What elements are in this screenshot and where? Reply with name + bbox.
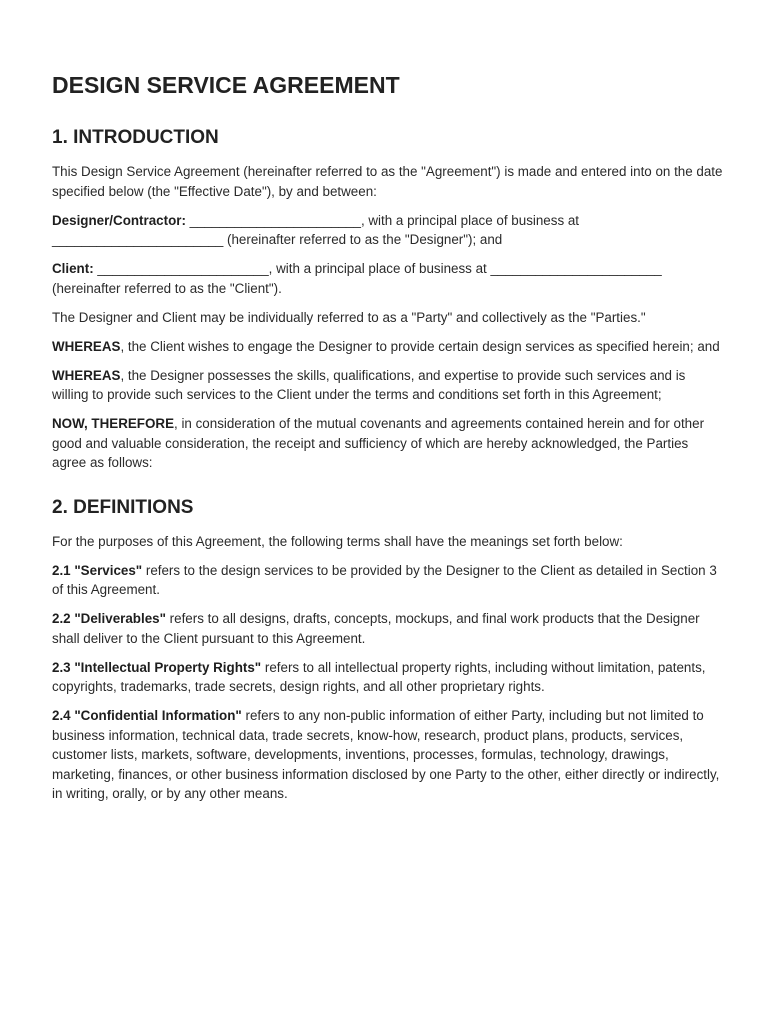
designer-text: _______________________, with a principal place of business at _______________________ (hereinafter referred to as the "Designer"); and <box>52 212 580 247</box>
client-paragraph <box>52 259 724 298</box>
document-title: DESIGN SERVICE AGREEMENT <box>52 72 400 98</box>
whereas-text-1: , the Client wishes to engage the Designer to provide certain design services as specified herein; and <box>120 338 720 354</box>
whereas-paragraph-2 <box>52 366 724 405</box>
definition-services-label: 2.1 "Services" <box>52 562 143 578</box>
client-text: _______________________, with a principal place of business at _______________________ (hereinafter referred to as the "Client"). <box>52 261 662 296</box>
definitions-intro-paragraph <box>52 532 724 552</box>
definition-deliverables-label: 2.2 "Deliverables" <box>52 611 166 626</box>
intro-paragraph-text: This Design Service Agreement (hereinafter referred to as the "Agreement") is made and entered into on the date specified below (the "Effective Date"), by and between: <box>52 164 723 199</box>
designer-paragraph <box>52 211 724 250</box>
definition-ip-rights-text: refers to all intellectual property rights, including without limitation, patents, copyrights, trademarks, trade secrets, design rights, and all other proprietary rights. <box>52 659 706 694</box>
definition-deliverables <box>52 609 724 648</box>
definition-ip-rights-label: 2.3 "Intellectual Property Rights" <box>52 659 262 675</box>
whereas-label-2: WHEREAS <box>52 367 121 383</box>
section-heading-introduction: 1. INTRODUCTION <box>52 127 219 148</box>
definition-confidential-information <box>52 706 724 804</box>
parties-text: The Designer and Client may be individually referred to as a "Party" and collectively as the "Parties." <box>52 309 646 325</box>
client-label: Client: <box>52 261 94 276</box>
definition-confidential-information-text: refers to any non-public information of either Party, including but not limited to business information, technical data, trade secrets, know-how, research, product plans, products, services, customer lists, markets, software, developments, inventions, processes, formulas, technology, drawings, marketing, finances, or other business information disclosed by one Party to the other, either directly or indirectly, in writing, orally, or by any other means. <box>52 708 720 801</box>
now-therefore-label: NOW, THEREFORE <box>52 416 175 431</box>
definition-ip-rights <box>52 658 724 697</box>
whereas-text-2: , the Designer possesses the skills, qualifications, and expertise to provide such services and is willing to provide such services to the Client under the terms and conditions set forth in this Agreement; <box>52 367 686 402</box>
designer-label: Designer/Contractor: <box>52 212 186 228</box>
definitions-intro-text: For the purposes of this Agreement, the following terms shall have the meanings set forth below: <box>52 533 623 549</box>
parties-paragraph <box>52 308 724 328</box>
definition-deliverables-text: refers to all designs, drafts, concepts, mockups, and final work products that the Designer shall deliver to the Client pursuant to this Agreement. <box>52 611 700 646</box>
now-therefore-text: , in consideration of the mutual covenants and agreements contained herein and for other good and valuable consideration, the receipt and sufficiency of which are hereby acknowledged, the Parties agree as follows: <box>52 416 705 470</box>
whereas-paragraph-1 <box>52 337 724 357</box>
definition-services <box>52 561 724 600</box>
intro-paragraph <box>52 162 724 201</box>
section-heading-definitions: 2. DEFINITIONS <box>52 496 194 518</box>
whereas-label-1: WHEREAS <box>52 338 121 354</box>
document-page <box>52 66 724 804</box>
definition-services-text: refers to the design services to be provided by the Designer to the Client as detailed in Section 3 of this Agreement. <box>52 562 717 597</box>
now-therefore-paragraph <box>52 414 724 473</box>
definition-confidential-information-label: 2.4 "Confidential Information" <box>52 708 242 723</box>
